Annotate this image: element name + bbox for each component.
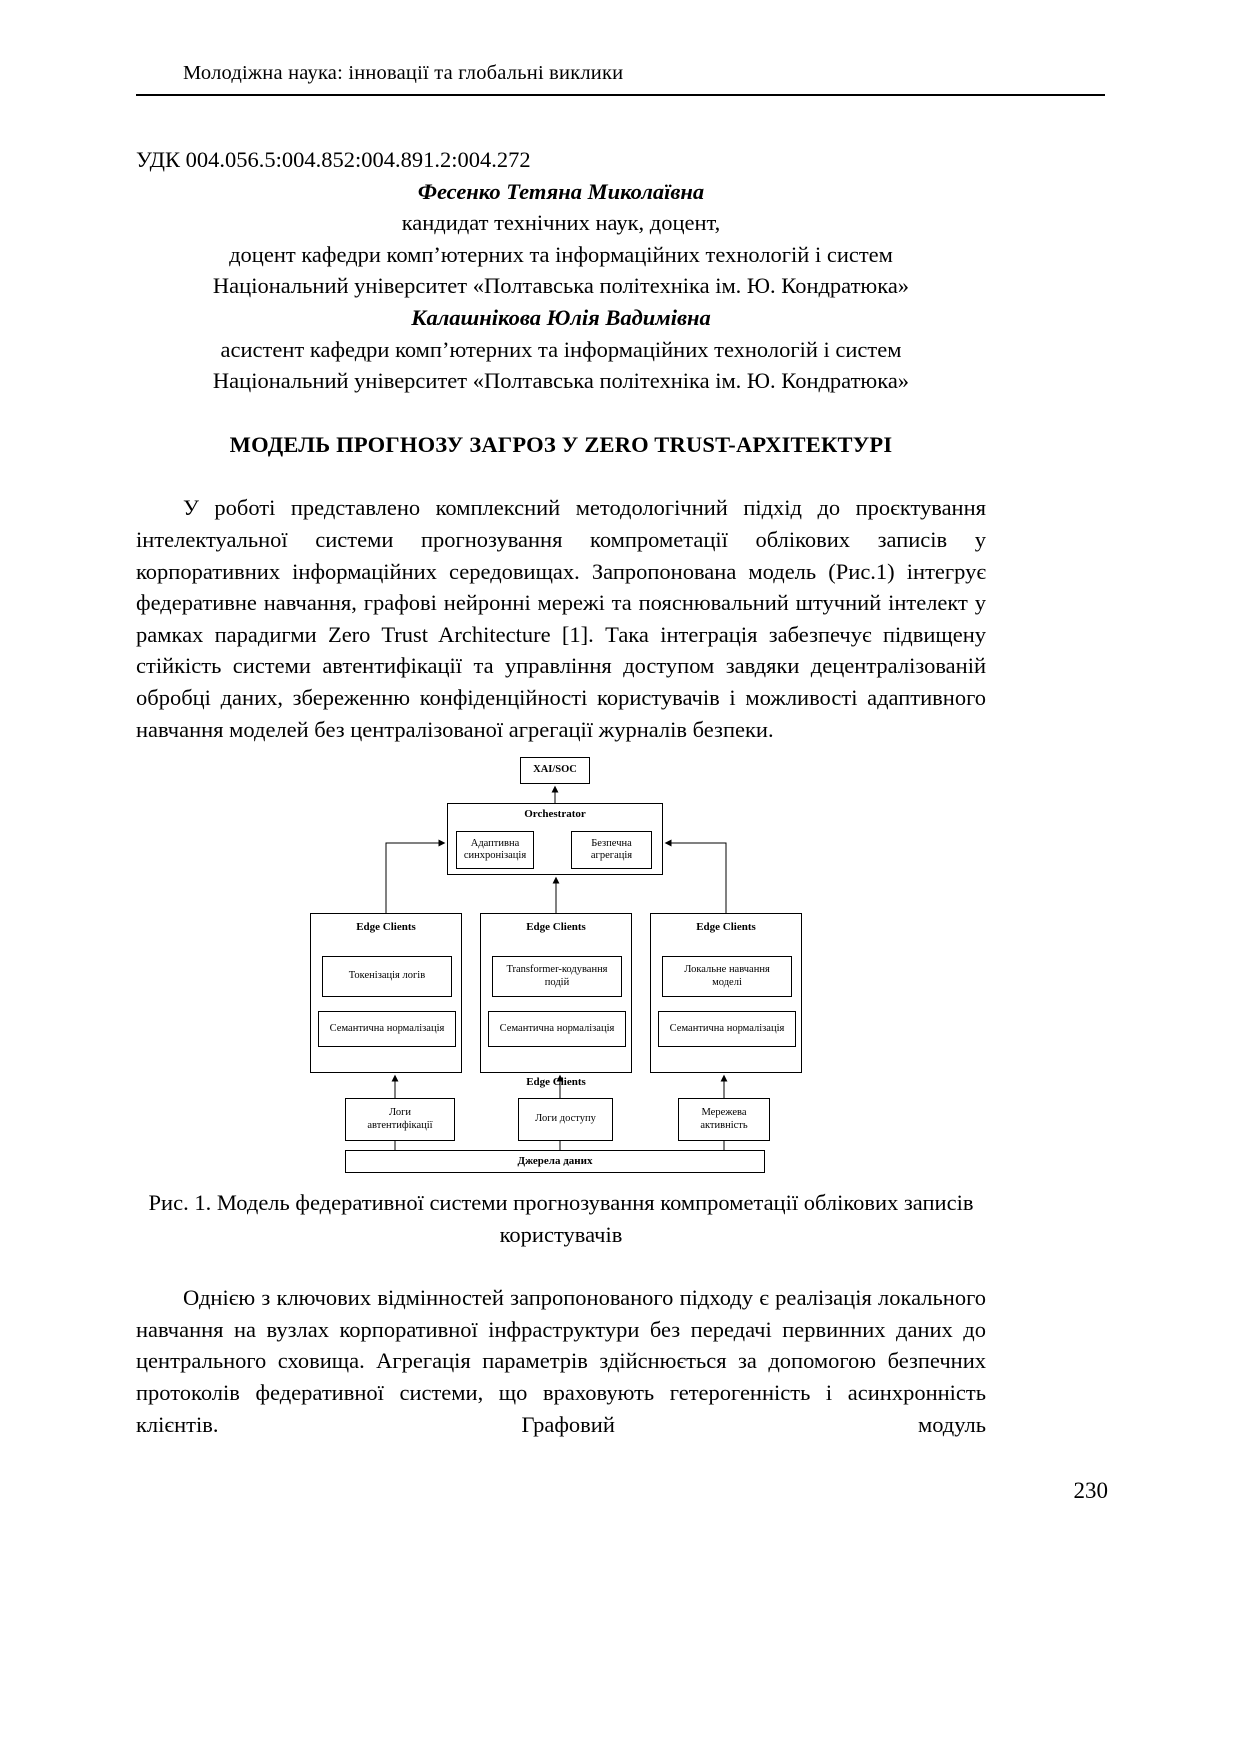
author-1-name: Фесенко Тетяна Миколаївна: [417, 178, 705, 204]
udc-code: УДК 004.056.5:004.852:004.891.2:004.272: [136, 147, 531, 172]
diagram-box-xai-soc: XAI/SOC: [520, 757, 590, 784]
content-column: [136, 134, 986, 1440]
figure-caption: Рис. 1. Модель федеративної системи прогнозування компрометації облікових записів користувачів: [148, 1190, 974, 1247]
diagram-box-edge-client-3: [650, 913, 802, 1073]
orchestrator-label: Orchestrator: [524, 808, 586, 821]
diagram-box-edge-client-1: [310, 913, 462, 1073]
diagram-box-semantic-normalization-1: Семантична нормалізація: [318, 1011, 456, 1047]
diagram-box-semantic-normalization-2: Семантична нормалізація: [488, 1011, 626, 1047]
author-1-degree: кандидат технічних наук, доцент,: [401, 210, 721, 236]
abstract-paragraph: У роботі представлено комплексний методологічний підхід до проєктування інтелектуальної системи прогнозування компрометації облікових записів у корпоративних інформаційних середовищах. Запропонована модель (Рис.1) інтегрує федеративне навчання, графові нейронні мережі та пояснювальний штучний інтелект у рамках парадигми Zero Trust Architecture [1]. Така інтеграція забезпечує підвищену стійкість системи автентифікації та управління доступом завдяки децентралізованій обробці даних, збереженню конфіденційності користувачів і можливості адаптивного навчання моделей без централізованої агрегації журналів безпеки.: [136, 495, 986, 742]
header-rule: [136, 94, 1105, 96]
edge-client-3-header: Edge Clients: [696, 921, 756, 934]
figure-diagram: [310, 755, 810, 1175]
diagram-box-log-tokenization: Токенізація логів: [322, 956, 452, 997]
author-1-position: доцент кафедри комп’ютерних та інформаційних технологій і систем: [229, 241, 893, 267]
diagram-box-transformer-encoding: Transformer-кодування подій: [492, 956, 622, 997]
diagram-box-orchestrator: [447, 803, 663, 875]
edge-clients-bottom-label: Edge Clients: [526, 1076, 586, 1089]
diagram-box-local-model-training: Локальне навчання моделі: [662, 956, 792, 997]
diagram-box-access-logs: Логи доступу: [518, 1098, 613, 1141]
author-1-affiliation: Національний університет «Полтавська політехніка ім. Ю. Кондратюка»: [212, 273, 910, 299]
body-paragraph: Однією з ключових відмінностей запропонованого підходу є реалізація локального навчання на вузлах корпоративної інфраструктури без передачі первинних даних до центрального сховища. Агрегація параметрів здійснюється за допомогою безпечних протоколів федеративної системи, що враховують гетерогенність і асинхронність клієнтів. Графовий модуль: [136, 1285, 986, 1437]
author-2-affiliation: Національний університет «Полтавська політехніка ім. Ю. Кондратюка»: [212, 368, 910, 394]
diagram-box-auth-logs: Логи автентифікації: [345, 1098, 455, 1141]
author-2-name: Калашнікова Юлія Вадимівна: [411, 304, 711, 330]
diagram-box-data-sources: Джерела даних: [345, 1150, 765, 1173]
diagram-box-semantic-normalization-3: Семантична нормалізація: [658, 1011, 796, 1047]
diagram-box-network-activity: Мережева активність: [678, 1098, 770, 1141]
edge-client-1-header: Edge Clients: [356, 921, 416, 934]
diagram-box-adaptive-sync: Адаптивна синхронізація: [456, 831, 534, 869]
diagram-box-secure-aggregation: Безпечна агрегація: [571, 831, 652, 869]
author-2-position: асистент кафедри комп’ютерних та інформаційних технологій і систем: [220, 336, 902, 362]
page-number: 230: [1073, 1478, 1108, 1503]
page-header: [136, 62, 1105, 96]
edge-client-2-header: Edge Clients: [526, 921, 586, 934]
paper-title: МОДЕЛЬ ПРОГНОЗУ ЗАГРОЗ У ZERO TRUST-АРХІТЕКТУРІ: [229, 431, 893, 457]
diagram-box-edge-client-2: [480, 913, 632, 1073]
journal-header-text: Молодіжна наука: інновації та глобальні виклики: [183, 62, 624, 84]
